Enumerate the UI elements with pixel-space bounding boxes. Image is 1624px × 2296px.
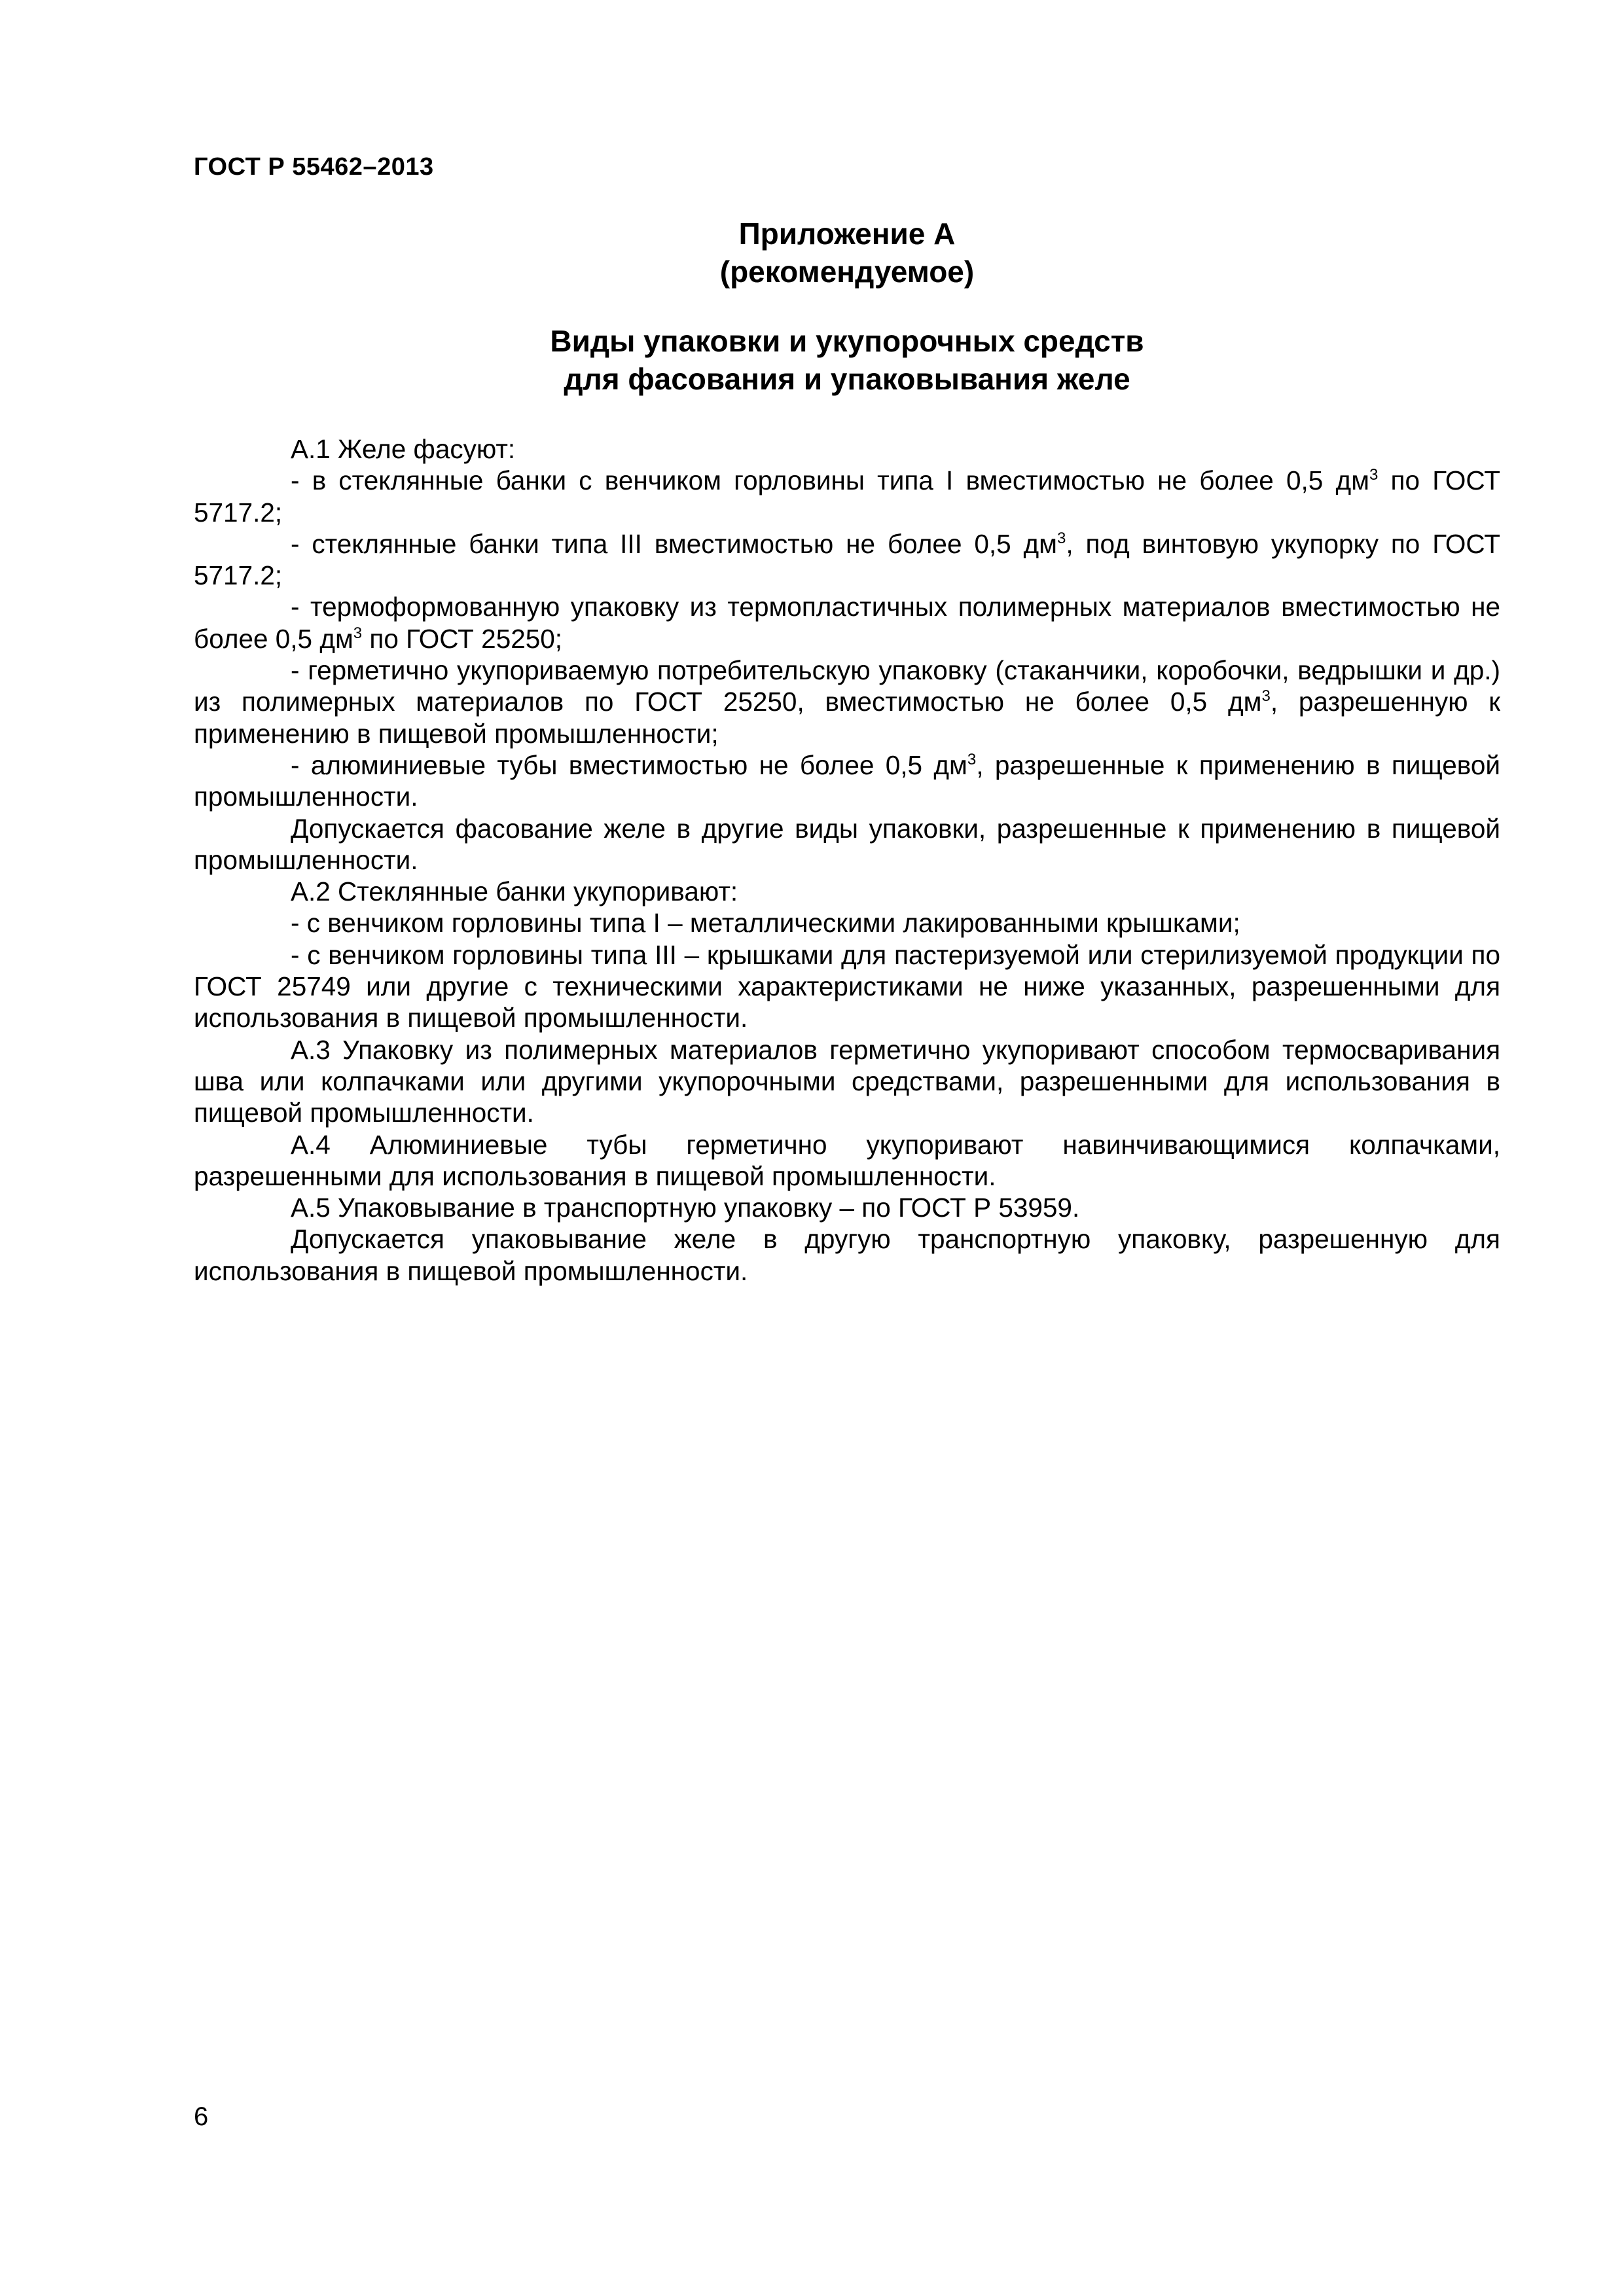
page-number: 6 (194, 2102, 209, 2131)
paragraph-a1-item: - в стеклянные банки с венчиком горловины типа I вместимостью не более 0,5 $дм^3$ по ГОСТ 5717.2; (194, 465, 1500, 528)
section-title-line: для фасования и упаковывания желе (564, 362, 1130, 396)
appendix-title (194, 215, 1500, 291)
paragraph-a2-item: - с венчиком горловины типа I – металлическими лакированными крышками; (291, 908, 1240, 939)
superscript: 3 (1057, 529, 1066, 547)
paragraph-a1-note: Допускается фасование желе в другие виды упаковки, разрешенные к применению в пищевой промышленности. (194, 813, 1500, 875)
section-title (194, 322, 1500, 398)
paragraph-a1-intro: А.1 Желе фасуют: (291, 434, 516, 464)
paragraph-a5: А.5 Упаковывание в транспортную упаковку – по ГОСТ Р 53959. (291, 1193, 1080, 1223)
paragraph-a1-item: - алюминиевые тубы вместимостью не более 0,5 $дм^3$, разрешенные к применению в пищевой промышленности. (194, 749, 1500, 812)
superscript: 3 (353, 624, 363, 642)
superscript: 3 (1261, 687, 1271, 706)
paragraph-a2-item: - с венчиком горловины типа III – крышками для пастеризуемой или стерилизуемой продукции по ГОСТ 25749 или другие с техническими характеристиками не ниже указанных, разрешенными для использования в пищевой промышленности. (194, 939, 1500, 1033)
paragraph-a4: А.4 Алюминиевые тубы герметично укупоривают навинчивающимися колпачками, разрешенными для использования в пищевой промышленности. (194, 1129, 1500, 1191)
paragraph-a1-item: - герметично укупориваемую потребительскую упаковку (стаканчики, коробочки, ведрышки и др.) из полимерных материалов по ГОСТ 25250, вместимостью не более 0,5 $дм^3$, разрешенную к применению в пищевой промышленности; (194, 655, 1500, 749)
paragraph-a2-intro: А.2 Стеклянные банки укупоривают: (291, 876, 738, 907)
superscript: 3 (967, 750, 977, 768)
appendix-body (194, 433, 1500, 1287)
paragraph-a1-item: - термоформованную упаковку из термопластичных полимерных материалов вместимостью не более 0,5 $дм^3$ по ГОСТ 25250; (194, 592, 1500, 654)
appendix-title-line: Приложение А (738, 217, 956, 251)
section-title-line: Виды упаковки и укупорочных средств (550, 324, 1144, 358)
paragraph-a1-item: - стеклянные банки типа III вместимостью не более 0,5 $дм^3$, под винтовую укупорку по ГОСТ 5717.2; (194, 528, 1500, 591)
document-code: ГОСТ Р 55462–2013 (194, 153, 434, 181)
paragraph-a5-note: Допускается упаковывание желе в другую транспортную упаковку, разрешенную для использования в пищевой промышленности. (194, 1224, 1500, 1286)
superscript: 3 (1369, 466, 1379, 484)
paragraph-a3: А.3 Упаковку из полимерных материалов герметично укупоривают способом термосваривания шва или колпачками или другими укупорочными средствами, разрешенными для использования в пищевой промышленности. (194, 1034, 1500, 1128)
appendix-status: (рекомендуемое) (719, 255, 975, 289)
